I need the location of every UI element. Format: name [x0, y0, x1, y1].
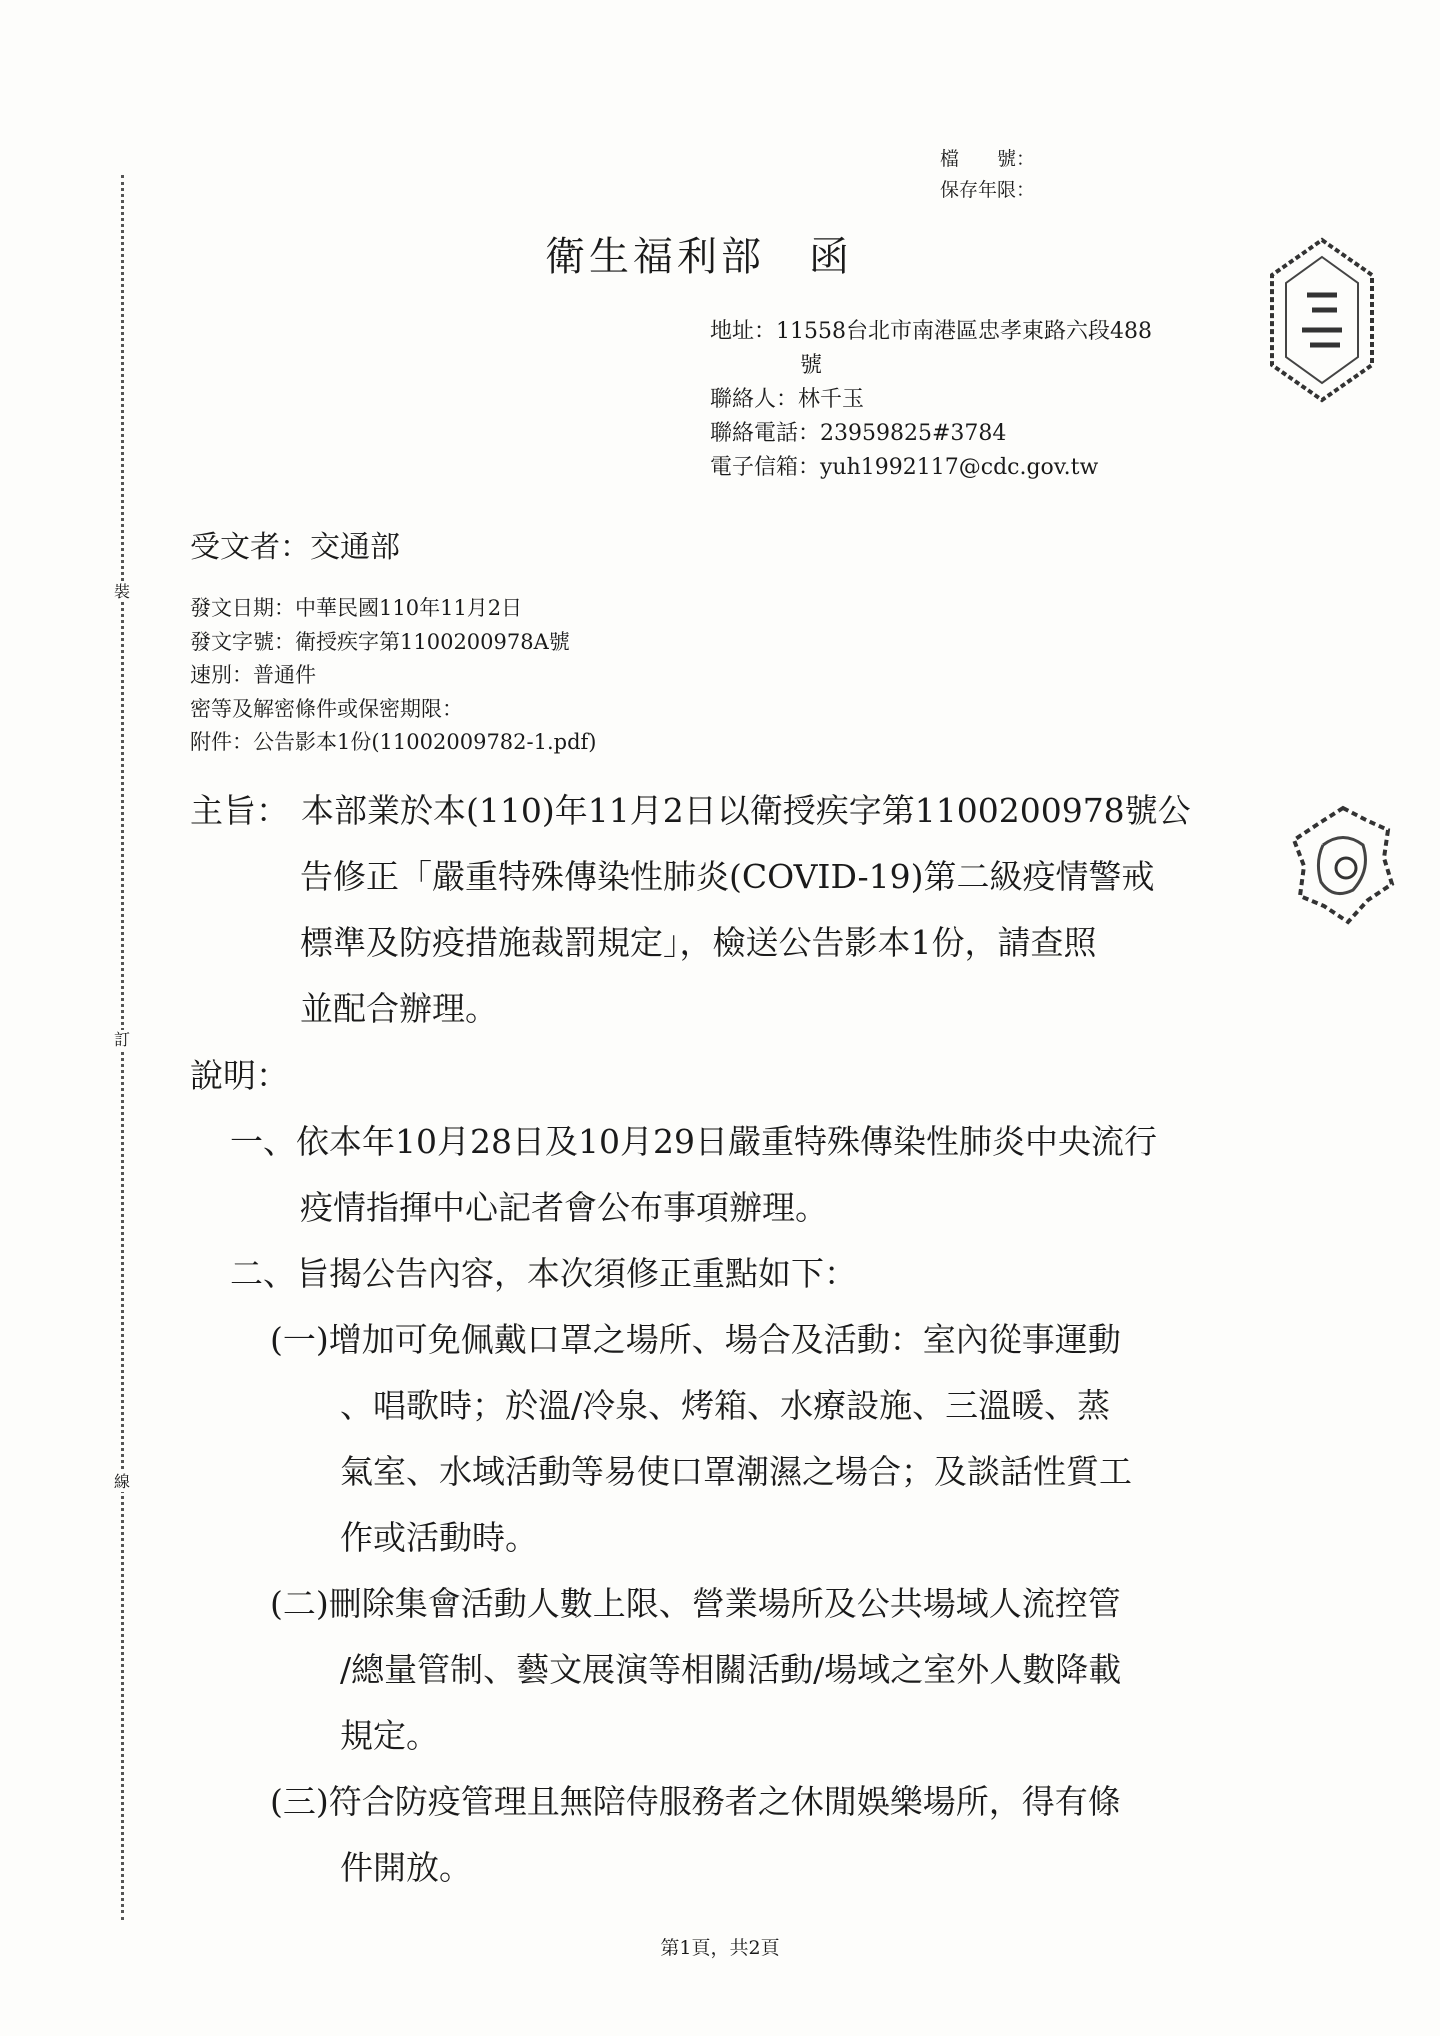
document-number: 發文字號：衛授疾字第1100200978A號 — [190, 629, 570, 654]
contact-email: 電子信箱：yuh1992117@cdc.gov.tw — [710, 455, 1099, 480]
contact-phone: 聯絡電話：23959825#3784 — [710, 421, 1007, 446]
sub-item-line: 、唱歌時；於溫/冷泉、烤箱、水療設施、三溫暖、蒸 — [340, 1386, 1111, 1425]
subject-line: 本部業於本(110)年11月2日以衛授疾字第1100200978號公 — [301, 791, 1191, 830]
explanation-item-2 — [190, 1241, 1250, 1307]
file-number-label: 檔 號： — [940, 148, 1036, 170]
subject-line: 並配合辦理。 — [300, 989, 498, 1028]
issue-date: 發文日期：中華民國110年11月2日 — [190, 596, 523, 620]
recipient: 受文者：交通部 — [190, 530, 400, 565]
subject-label: 主旨： — [190, 791, 289, 830]
binding-mark-ding: 訂 — [110, 1030, 134, 1050]
subject-section — [190, 778, 1250, 1042]
address-line: 地址：11558台北市南港區忠孝東路六段488 — [710, 319, 1152, 344]
address-line-cont: 號 — [800, 353, 823, 378]
sub-item-line: 件開放。 — [340, 1848, 472, 1887]
sub-item-2 — [190, 1571, 1250, 1769]
document-title: 衛生福利部 函 — [545, 234, 853, 280]
sub-item-line: (三)符合防疫管理且無陪侍服務者之休閒娛樂場所，得有條 — [270, 1782, 1121, 1821]
sub-item-line: 規定。 — [340, 1716, 439, 1755]
binding-mark-zhuang: 裝 — [110, 582, 134, 602]
explanation-label: 說明： — [190, 1056, 289, 1095]
sub-item-line: 氣室、水域活動等易使口罩潮濕之場合；及談話性質工 — [340, 1452, 1132, 1491]
sub-item-3 — [190, 1769, 1250, 1901]
sub-item-1 — [190, 1307, 1250, 1571]
subject-line: 標準及防疫措施裁罰規定」，檢送公告影本1份，請查照 — [300, 923, 1097, 962]
page-footer: 第1頁，共2頁 — [660, 1937, 780, 1959]
explanation-line: 一、依本年10月28日及10月29日嚴重特殊傳染性肺炎中央流行 — [230, 1122, 1157, 1161]
explanation-item-1 — [190, 1109, 1250, 1241]
file-meta — [940, 144, 1035, 206]
contact-block — [710, 315, 1152, 485]
sub-item-line: /總量管制、藝文展演等相關活動/場域之室外人數降載 — [340, 1650, 1122, 1689]
page-seal-icon — [1288, 800, 1398, 930]
subject-line: 告修正「嚴重特殊傳染性肺炎(COVID-19)第二級疫情警戒 — [300, 857, 1155, 896]
document-meta — [190, 592, 597, 760]
document-body — [190, 778, 1250, 1901]
retention-label: 保存年限： — [940, 179, 1036, 201]
sub-item-line: 作或活動時。 — [340, 1518, 538, 1557]
classification: 密等及解密條件或保密期限： — [190, 696, 463, 721]
sub-item-line: (一)增加可免佩戴口罩之場所、場合及活動：室內從事運動 — [270, 1320, 1121, 1359]
attachment: 附件：公告影本1份(11002009782-1.pdf) — [190, 730, 597, 754]
binding-mark-xian: 線 — [110, 1472, 134, 1492]
sub-item-line: (二)刪除集會活動人數上限、營業場所及公共場域人流控管 — [270, 1584, 1121, 1623]
explanation-line: 二、旨揭公告內容，本次須修正重點如下： — [230, 1254, 857, 1293]
contact-person: 聯絡人：林千玉 — [710, 387, 865, 412]
explanation-line: 疫情指揮中心記者會公布事項辦理。 — [300, 1188, 828, 1227]
priority: 速別：普通件 — [190, 663, 316, 687]
receipt-stamp-icon — [1262, 235, 1382, 405]
